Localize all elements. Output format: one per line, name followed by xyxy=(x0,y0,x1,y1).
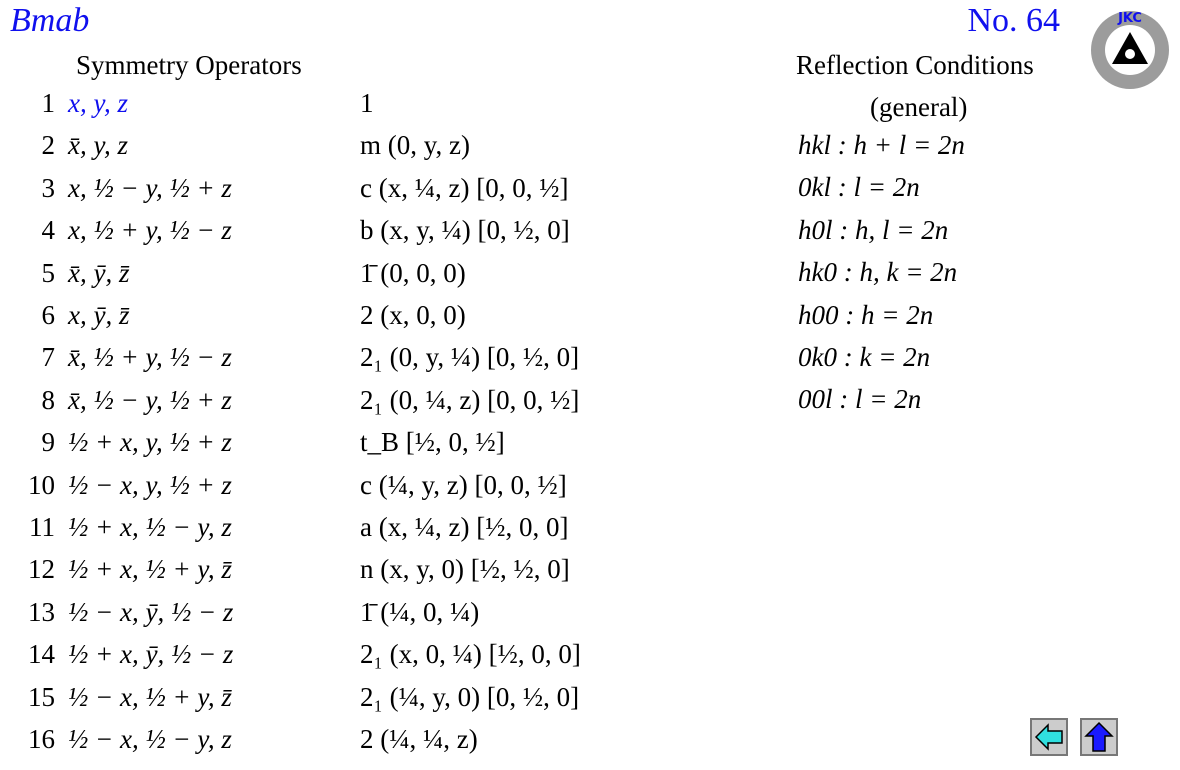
operator-symbol: b (x, y, ¼) [0, ½, 0] xyxy=(360,215,570,246)
operator-coordinates: x̄, y, z xyxy=(68,130,128,161)
operator-coordinates: x, ½ + y, ½ − z xyxy=(68,215,232,246)
symmetry-operator-row xyxy=(0,724,760,766)
operator-number: 1 xyxy=(41,88,55,118)
operator-coordinates: ½ − x, ȳ, ½ − z xyxy=(68,596,234,627)
operator-symbol: 2 (x, 0, 0) xyxy=(360,300,466,330)
operator-number: 8 xyxy=(41,384,55,415)
operator-number: 5 xyxy=(41,257,55,288)
up-button[interactable] xyxy=(1080,718,1118,756)
symmetry-operators-heading: Symmetry Operators xyxy=(76,50,302,80)
operator-symbol: n (x, y, 0) [½, ½, 0] xyxy=(360,554,570,585)
symmetry-operator-row xyxy=(0,130,760,172)
up-arrow-icon xyxy=(1082,720,1116,754)
logo-text: JKC xyxy=(1118,11,1142,26)
reflection-conditions-heading: Reflection Conditions xyxy=(796,50,1034,80)
operator-coordinates: ½ + x, y, ½ + z xyxy=(68,427,232,458)
symmetry-operator-row xyxy=(0,554,760,596)
space-group-number: No. 64 xyxy=(967,2,1060,39)
symmetry-operator-row xyxy=(0,639,760,681)
operator-symbol: 2₁ (0, y, ¼) [0, ½, 0] xyxy=(360,342,580,373)
space-group-symbol: Bmab xyxy=(10,2,90,39)
symmetry-operator-row xyxy=(0,258,760,300)
operator-coordinates: x, y, z xyxy=(68,88,128,118)
reflection-condition: 0k0 : k = 2n xyxy=(798,342,931,372)
symmetry-operator-row xyxy=(0,427,760,469)
symmetry-operator-row xyxy=(0,682,760,724)
operator-symbol: 1̄ (0, 0, 0) xyxy=(360,257,466,288)
operator-number: 13 xyxy=(28,596,55,627)
operator-symbol: 2₁ (x, 0, ¼) [½, 0, 0] xyxy=(360,639,581,670)
operator-coordinates: x̄, ½ + y, ½ − z xyxy=(68,342,232,373)
operator-number: 12 xyxy=(28,554,55,585)
reflection-conditions-subheading: (general) xyxy=(870,92,968,122)
operator-symbol: 2₁ (¼, y, 0) [0, ½, 0] xyxy=(360,681,580,712)
operator-symbol: 1 xyxy=(360,88,374,118)
operator-coordinates: ½ + x, ȳ, ½ − z xyxy=(68,639,234,670)
operator-coordinates: ½ − x, ½ − y, z xyxy=(68,724,232,754)
logo-dot xyxy=(1125,49,1135,59)
operator-symbol: m (0, y, z) xyxy=(360,130,470,161)
operator-symbol: 1̄ (¼, 0, ¼) xyxy=(360,596,480,627)
jkc-logo-icon xyxy=(1090,10,1170,90)
back-button[interactable] xyxy=(1030,718,1068,756)
operator-coordinates: x, ½ − y, ½ + z xyxy=(68,172,232,203)
operator-symbol: a (x, ¼, z) [½, 0, 0] xyxy=(360,512,569,542)
reflection-condition: 00l : l = 2n xyxy=(798,384,922,415)
operator-symbol: 2 (¼, ¼, z) xyxy=(360,724,478,754)
operator-number: 4 xyxy=(41,215,55,246)
operator-coordinates: x̄, ȳ, z̄ xyxy=(68,257,130,288)
symmetry-operator-row xyxy=(0,88,760,130)
operator-number: 6 xyxy=(41,300,55,330)
operator-number: 16 xyxy=(28,724,55,754)
reflection-condition: h0l : h, l = 2n xyxy=(798,214,949,245)
operator-symbol: c (¼, y, z) [0, 0, ½] xyxy=(360,469,567,500)
operator-coordinates: x, ȳ, z̄ xyxy=(68,300,130,330)
symmetry-operator-row xyxy=(0,215,760,257)
operator-number: 11 xyxy=(29,512,55,542)
operator-number: 9 xyxy=(41,427,55,458)
symmetry-operator-row xyxy=(0,385,760,427)
operator-number: 2 xyxy=(41,130,55,161)
symmetry-operator-row xyxy=(0,342,760,384)
reflection-condition: h00 : h = 2n xyxy=(798,299,934,330)
reflection-condition: 0kl : l = 2n xyxy=(798,172,920,203)
operator-number: 15 xyxy=(28,681,55,712)
operator-symbol: c (x, ¼, z) [0, 0, ½] xyxy=(360,172,569,203)
operator-coordinates: x̄, ½ − y, ½ + z xyxy=(68,384,232,415)
symmetry-operator-row xyxy=(0,300,760,342)
operator-number: 10 xyxy=(28,469,55,500)
operator-coordinates: ½ + x, ½ + y, z̄ xyxy=(68,554,232,585)
operator-coordinates: ½ − x, ½ + y, z̄ xyxy=(68,681,232,712)
reflection-condition: hk0 : h, k = 2n xyxy=(798,257,958,288)
symmetry-operator-row xyxy=(0,470,760,512)
operator-number: 14 xyxy=(28,639,55,670)
symmetry-operator-row xyxy=(0,512,760,554)
symmetry-operator-row xyxy=(0,597,760,639)
operator-symbol: t_B [½, 0, ½] xyxy=(360,427,505,458)
reflection-condition: hkl : h + l = 2n xyxy=(798,130,965,160)
operator-coordinates: ½ − x, y, ½ + z xyxy=(68,469,232,500)
symmetry-operator-row xyxy=(0,173,760,215)
operator-coordinates: ½ + x, ½ − y, z xyxy=(68,512,232,542)
operator-number: 7 xyxy=(41,342,55,373)
operator-number: 3 xyxy=(41,172,55,203)
back-arrow-icon xyxy=(1032,720,1066,754)
operator-symbol: 2₁ (0, ¼, z) [0, 0, ½] xyxy=(360,384,580,415)
